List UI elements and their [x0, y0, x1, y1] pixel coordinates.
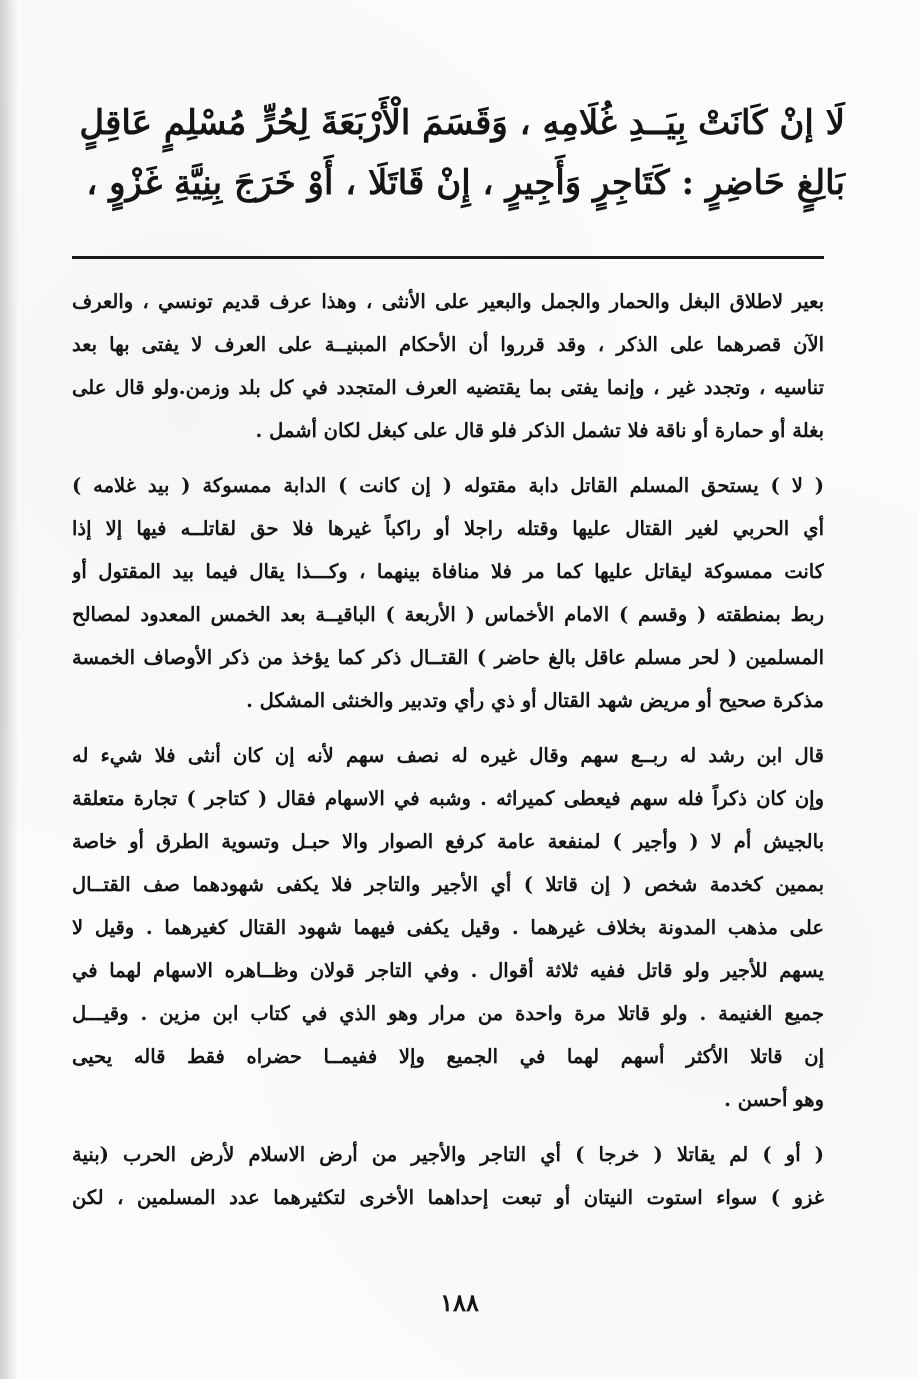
matn-text — [79, 98, 845, 218]
text-line: كانت ممسوكة ليقاتل عليها كما مر فلا منافاة بينهما ، وكـــذا يقال فيما بيد المقتول أو — [72, 560, 824, 583]
page-number: ١٨٨ — [440, 1288, 479, 1317]
paragraph — [72, 734, 824, 1121]
matn-line: لَا إنْ كَانَتْ بِيَــدِ غُلَامِهِ ، وَقَسَمَ الْأَرْبَعَةَ لِحُرٍّ مُسْلِمٍ عَاقِلٍ — [79, 103, 845, 143]
text-line: جميع الغنيمة . ولو قاتلا مرة واحدة من مرار وهو الذي في كتاب ابن مزين . وقيـــل — [72, 1002, 824, 1025]
text-line: على مذهب المدونة بخلاف غيرهما . وقيل يكفى فيهما شهود القتال كغيرهما . وقيل لا — [72, 916, 824, 939]
text-line: بغلة أو حمارة أو ناقة فلا تشمل الذكر فلو قال على كبغل لكان أشمل . — [255, 419, 824, 442]
text-line: تناسيه ، وتجدد غير ، وإنما يفتى بما يقتضيه العرف المتجدد في كل بلد وزمن.ولو قال على — [72, 376, 824, 399]
matn-line: بَالِغٍ حَاضِرٍ : كَتَاجِرٍ وَأَجِيرٍ ، إِنْ قَاتَلَا ، أَوْ خَرَجَ بِنِيَّةِ غَزْوٍ ، — [86, 163, 845, 203]
paragraph — [72, 464, 824, 722]
separator-rule — [72, 256, 824, 259]
paragraph — [72, 1133, 824, 1219]
text-line: بممين كخدمة شخص ( إن قاتلا ) أي الأجير والتاجر فلا يكفى شهودهما صف القتــال — [72, 873, 824, 896]
text-line: بالجيش أم لا ( وأجير ) لمنفعة عامة كرفع الصوار والا حبـل وتسوية الطرق أو خاصة — [72, 830, 824, 853]
text-line: ( أو ) لم يقاتلا ( خرجا ) أي التاجر والأجير من أرض الاسلام لأرض الحرب (بنية — [72, 1143, 824, 1166]
text-line: يسهم للأجير ولو قاتل ففيه ثلاثة أقوال . وفي التاجر قولان وظــاهره الاسهام لهما في — [72, 959, 824, 982]
text-line: بعير لاطلاق البغل والحمار والجمل والبعير على الأنثى ، وهذا عرف قديم تونسي ، والعرف — [72, 290, 824, 313]
spine-shadow — [0, 0, 18, 1379]
paragraph — [72, 280, 824, 452]
text-line: قال ابن رشد له ربــع سهم وقال غيره له نصف سهم لأنه إن كان أنثى فلا شيء له — [72, 744, 824, 767]
commentary-text — [72, 280, 824, 1231]
text-line: المسلمين ( لحر مسلم عاقل بالغ حاضر ) القتــال ذكر كما يؤخذ من ذكر الأوصاف الخمسة — [72, 646, 824, 669]
text-line: ( لا ) يستحق المسلم القاتل دابة مقتوله ( إن كانت ) الدابة ممسوكة ( بيد غلامه ) — [72, 474, 824, 497]
text-line: وإن كان ذكراً فله سهم فيعطى كميراثه . وشبه في الاسهام فقال ( كتاجر ) تجارة متعلقة — [72, 787, 824, 810]
text-line: الآن قصرهما على الذكر ، وقد قرروا أن الأحكام المبنيــة على العرف لا يفتى بها بعد — [72, 333, 824, 356]
text-line: ربط بمنطقته ( وقسم ) الامام الأخماس ( الأربعة ) الباقيــة بعد الخمس المعدود لمصالح — [72, 603, 824, 626]
text-line: مذكرة صحيح أو مريض شهد القتال أو ذي رأي وتدبير والخنثى المشكل . — [246, 689, 824, 712]
text-line: أي الحربي لغير القتال عليها وقتله راجلا أو راكباً غيرها فلا حق لقاتلــه فيها إلا إذا — [72, 517, 824, 540]
text-line: وهو أحسن . — [724, 1088, 824, 1111]
text-line: غزو ) سواء استوت النيتان أو تبعت إحداهما الأخرى لتكثيرهما عدد المسلمين ، لكن — [72, 1186, 824, 1209]
text-line: إن قاتلا الأكثر أسهم لهما في الجميع وإلا ففيمــا حضراه فقط قاله يحيى — [72, 1045, 824, 1068]
